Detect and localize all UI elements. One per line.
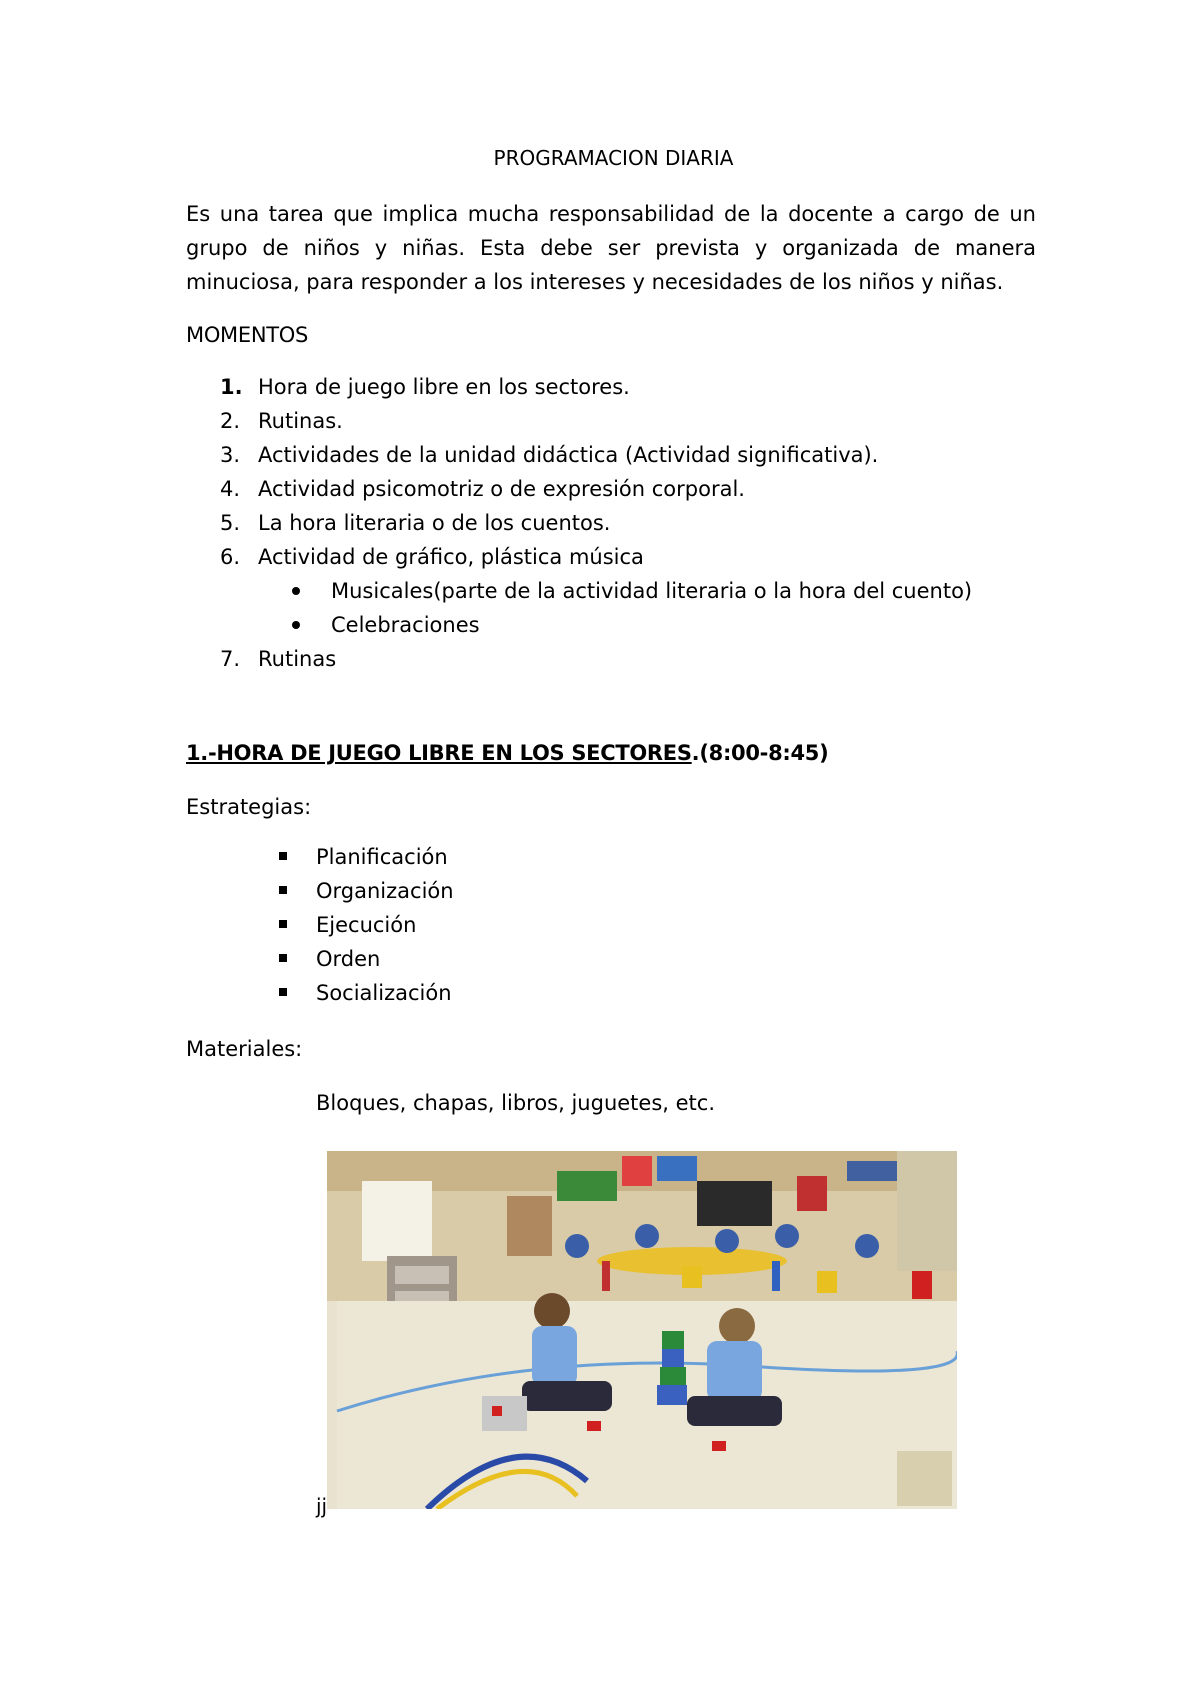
materials-text: Bloques, chapas, libros, juguetes, etc. xyxy=(316,1091,715,1115)
list-number: 2. xyxy=(220,409,241,433)
square-bullet-icon xyxy=(279,954,287,962)
list-number: 5. xyxy=(220,511,241,535)
list-item xyxy=(186,908,786,942)
sub-list-item-text: Celebraciones xyxy=(331,613,480,637)
sub-list-item xyxy=(186,608,1086,642)
list-number: 3. xyxy=(220,443,241,467)
list-item-text: Actividad de gráfico, plástica música xyxy=(258,545,644,569)
list-item xyxy=(186,642,1086,676)
list-item xyxy=(186,840,786,874)
section1-heading-time: .(8:00-8:45) xyxy=(691,741,829,765)
square-bullet-icon xyxy=(279,920,287,928)
list-item xyxy=(186,874,786,908)
list-item-text: Planificación xyxy=(316,845,448,869)
list-item xyxy=(186,942,786,976)
strategies-label: Estrategias: xyxy=(186,795,312,819)
section1-heading-underlined: 1.-HORA DE JUEGO LIBRE EN LOS SECTORES xyxy=(186,741,692,765)
list-item xyxy=(186,404,1086,438)
square-bullet-icon xyxy=(279,852,287,860)
list-item-text: Actividad psicomotriz o de expresión corporal. xyxy=(258,477,745,501)
list-number: 4. xyxy=(220,477,241,501)
section1-heading xyxy=(186,736,828,770)
moments-heading: MOMENTOS xyxy=(186,323,309,347)
list-item xyxy=(186,370,1086,404)
square-bullet-icon xyxy=(279,988,287,996)
sub-list-item xyxy=(186,574,1086,608)
sub-list-item-text: Musicales(parte de la actividad literaria o la hora del cuento) xyxy=(331,579,973,603)
classroom-photo xyxy=(327,1151,957,1509)
list-item-text: Actividades de la unidad didáctica (Actividad significativa). xyxy=(258,443,879,467)
list-number: 6. xyxy=(220,545,241,569)
list-item-text: Rutinas. xyxy=(258,409,343,433)
photo-caption-mark: jj xyxy=(316,1494,328,1518)
strategies-list xyxy=(186,840,786,1010)
list-number: 7. xyxy=(220,647,241,671)
intro-paragraph: Es una tarea que implica mucha responsabilidad de la docente a cargo de un grupo de niños y niñas. Esta debe ser prevista y organizada de manera minuciosa, para responder a los intereses y necesidades de los niños y niñas. xyxy=(186,202,1036,294)
list-item-text: Rutinas xyxy=(258,647,337,671)
materials-label: Materiales: xyxy=(186,1037,303,1061)
page-title: PROGRAMACION DIARIA xyxy=(493,146,734,170)
list-item-text: Hora de juego libre en los sectores. xyxy=(258,375,630,399)
list-number: 1. xyxy=(220,375,243,399)
list-item xyxy=(186,472,1086,506)
list-item-text: Organización xyxy=(316,879,454,903)
list-item-text: Ejecución xyxy=(316,913,417,937)
list-item-text: Socialización xyxy=(316,981,452,1005)
list-item xyxy=(186,506,1086,540)
bullet-icon xyxy=(292,621,300,629)
square-bullet-icon xyxy=(279,886,287,894)
moment6-sublist xyxy=(186,574,1086,642)
sub-list-container xyxy=(186,574,1086,642)
list-item xyxy=(186,540,1086,574)
list-item-text: Orden xyxy=(316,947,381,971)
list-item xyxy=(186,976,786,1010)
list-item-text: La hora literaria o de los cuentos. xyxy=(258,511,611,535)
list-item xyxy=(186,438,1086,472)
moments-list xyxy=(186,370,1086,676)
bullet-icon xyxy=(292,587,300,595)
